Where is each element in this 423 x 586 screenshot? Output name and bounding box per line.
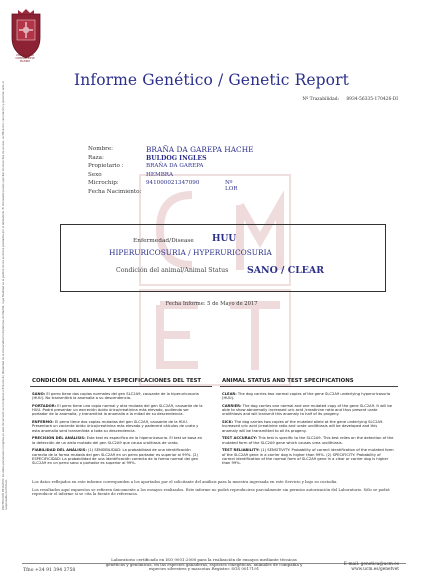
footer-certification: Laboratorio certificado en ISO 9001:2008 para la realización de ensayos mediante técnicas genéticas y genómicas, en las especies ganaderas, especies cinegéticas, animales de compañía y especies silvestres y mascotas Registro: SGS 0017191 bbox=[105, 557, 303, 572]
es-paragraph bbox=[32, 420, 204, 433]
data-protection-note: PROTECCIÓN DE DATOS: los datos personales recogidos en este documento se incorporan a ficheros de titularidad de la Universidad Complutense de Madrid, cuya finalidad es la gestión de los servicios prestados por el laboratorio. El interesado puede ejercitar los derechos de acceso, rectificación, cancelación y oposición ante el responsable del fichero. bbox=[2, 81, 8, 510]
traceability-number bbox=[302, 97, 398, 102]
logo-line-1: UNIVERSIDAD bbox=[16, 54, 34, 57]
disease-code: HUU bbox=[212, 234, 237, 244]
breed-value: BULDOG INGLES bbox=[146, 154, 207, 162]
microchip-label: Microchip: bbox=[88, 180, 119, 187]
es-paragraph-text: Este test es específico de la hiperuricosuria. El test se basa en la detección de un alelo mutado del gen SLC2A9 que causa urolitiasis de urato. bbox=[32, 436, 203, 445]
es-section-title: CONDICIÓN DEL ANIMAL Y ESPECIFICACIONES DEL TEST bbox=[32, 378, 202, 384]
owner-label: Propietario : bbox=[88, 163, 124, 170]
en-section-title: ANIMAL STATUS AND TEST SPECIFICATIONS bbox=[222, 378, 354, 384]
es-paragraph-heading: PORTADOR: bbox=[32, 404, 57, 408]
es-divider bbox=[30, 386, 212, 387]
en-paragraph bbox=[222, 404, 394, 417]
note-1: Los datos reflejados en este informe corresponden a los aportados por el solicitante del análisis para la muestra ingresada en este Servicio y bajo su custodia. bbox=[32, 479, 338, 484]
en-paragraph bbox=[222, 436, 394, 444]
footer-contact bbox=[344, 562, 399, 572]
name-label: Nombre: bbox=[88, 146, 114, 152]
en-paragraph-heading: CLEAR: bbox=[222, 392, 237, 396]
microchip-value: 941000021347090 bbox=[146, 180, 200, 187]
es-paragraph-text: (1) SENSIBILIDAD: La probabilidad de una identificación correcta de la forma mutada del gen SLC2A9 en un perro portador es superior al 99%. (2) ESPECIFICIDAD: La probabilidad de una identificación correcta de la forma normal del gen SLC2A9 en un perro sano o portador es superior al 99%. bbox=[32, 448, 199, 466]
footer-email[interactable]: E-mail: genetica@ucm.es bbox=[343, 562, 399, 567]
es-paragraph bbox=[32, 404, 204, 417]
en-paragraph-text: The dog carries two copies of the mutated allele at the gene underlying SLC2A9. Increased uric acid /creatinine ratio and urate urolithiasis will be developed and this anomaly will be transmitted to all its progeny. bbox=[222, 420, 384, 433]
footer-web[interactable]: www.ucm.es/genetvet bbox=[351, 567, 399, 572]
en-paragraph-heading: TEST RELIABILITY: bbox=[222, 448, 260, 453]
es-paragraph-text: El perro tiene una copia normal y otra mutada del gen SLC2A9, causante de la HUU. Podrá presentar un excreción ácido úrico/creatinina más elevado, pudiendo ser portador de la anomalía, y transmitirá la anomalía a la mitad de su descendencia. bbox=[32, 404, 203, 417]
status-label: Condición del animal/Animal Status bbox=[116, 267, 229, 274]
es-paragraph bbox=[32, 436, 204, 444]
es-specifications bbox=[32, 392, 204, 469]
en-paragraph-text: This test is specific to the SLC2A9. This test relies on the detection of the mutated form of the SLC2A9 gene which causes urea urolithiasis. bbox=[222, 436, 394, 445]
en-paragraph-heading: SICK: bbox=[222, 420, 234, 425]
result-box bbox=[60, 224, 386, 292]
report-date: Fecha Informe: 5 de Mayo de 2017 bbox=[165, 301, 258, 307]
sex-label: Sexo bbox=[88, 171, 102, 178]
birth-label: Fecha Nacimiento: bbox=[88, 188, 142, 195]
report-title: Informe Genético / Genetic Report bbox=[74, 71, 349, 89]
report-notes bbox=[32, 480, 392, 500]
en-paragraph-heading: CARRIER: bbox=[222, 404, 242, 408]
university-crest-logo bbox=[10, 8, 42, 60]
en-specifications bbox=[222, 392, 394, 469]
en-paragraph-text: (1) SENSITIVITY: Probability of correct identification of the mutated form of the SLC2A9 gene in a carrier dog is higher than 99%. (2) SPECIFICITY: Probability of correct identification of the normal form of SLC2A9 gene in a clear or carrier dog is higher than 99%. bbox=[222, 448, 394, 466]
en-paragraph-text: The dog carries one normal and one mutated copy of the gene SLC2A9. It will be able to show abnormally increased uric acid /creatinine ratio and thus present urate urolithiasis and will transmit this anomaly to half of its progeny. bbox=[222, 404, 392, 417]
en-paragraph bbox=[222, 420, 394, 433]
es-paragraph-text: El perro tiene dos copias normales del gen SLC2A9, causante de la hiperuricosuria (HUU). No transmitirá la anomalía a su descendencia. bbox=[32, 392, 199, 401]
es-paragraph-text: El perro tiene dos copias mutadas del gen SLC2A9, causante de la HUU. Presentará un cociente ácido úrico/creatinina más elevado y padecerá cálculos de urato y esta anomalía será transmitida a toda su descendencia. bbox=[32, 420, 199, 433]
en-divider bbox=[220, 386, 398, 387]
es-paragraph bbox=[32, 392, 204, 400]
traceability-value: 8934-56335-170426-DI bbox=[346, 97, 398, 102]
lor-label: Nº LOR bbox=[225, 180, 238, 193]
disease-name: HIPERURICOSURIA / HYPERURICOSURIA bbox=[109, 248, 272, 257]
footer-phone: Tfno +34 91 394 3758 bbox=[23, 568, 76, 573]
es-paragraph-heading: PRECISIÓN DEL ANÁLISIS: bbox=[32, 436, 86, 441]
es-paragraph-heading: ENFERMO: bbox=[32, 420, 54, 425]
sex-value: HEMBRA bbox=[146, 171, 174, 178]
owner-value: BRAÑA DA GAREPA bbox=[146, 163, 204, 170]
traceability-label: Nº Trazabilidad: bbox=[302, 97, 339, 102]
logo-line-3: MADRID bbox=[19, 60, 31, 64]
note-2: Los resultados aquí expuestos se refieren únicamente a los ensayos realizados. Este informe no podrá reproducirse parcialmente sin permiso autorización del Laboratorio. Sólo se podrá reproducir el informe si se cita la fuente de referencia. bbox=[32, 486, 390, 496]
en-paragraph-heading: TEST ACCURACY: bbox=[222, 436, 257, 441]
en-paragraph bbox=[222, 392, 394, 400]
logo-line-2: COMPLUTENSE bbox=[15, 57, 35, 61]
es-paragraph-heading: SANO: bbox=[32, 392, 46, 396]
es-paragraph bbox=[32, 448, 204, 465]
disease-label: Enfermedad/Disease bbox=[133, 238, 194, 244]
breed-label: Raza: bbox=[88, 154, 104, 161]
en-paragraph bbox=[222, 448, 394, 465]
status-value: SANO / CLEAR bbox=[247, 265, 324, 276]
university-name bbox=[5, 54, 45, 64]
es-paragraph-heading: FIABILIDAD DEL ANÁLISIS: bbox=[32, 448, 87, 453]
en-paragraph-text: The dog carries two normal copies of the gene SLC2A9 underlying hyperuricosuria (HUU). bbox=[222, 392, 391, 401]
name-value: BRAÑA DA GAREPA HACHE bbox=[146, 145, 254, 154]
